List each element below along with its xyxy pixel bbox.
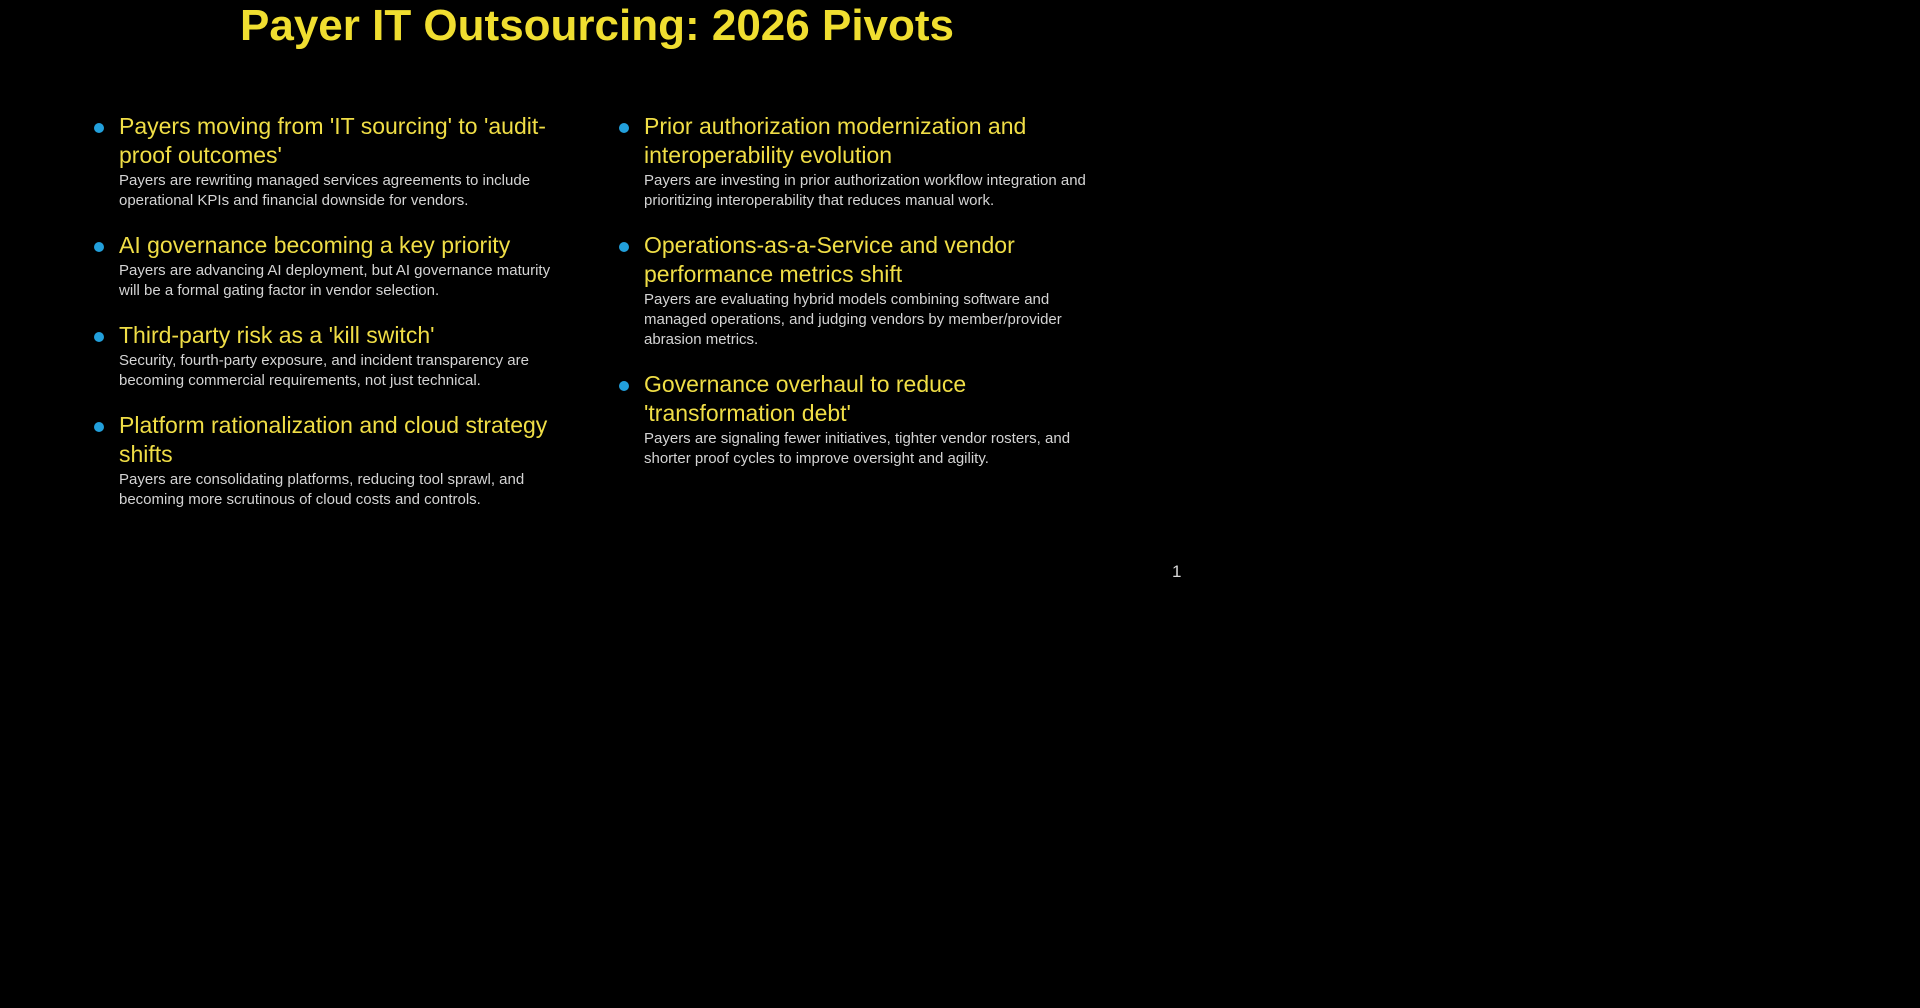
bullet-dot-icon (619, 381, 629, 391)
slide-title: Payer IT Outsourcing: 2026 Pivots (240, 1, 955, 50)
bullet-dot-icon (619, 242, 629, 252)
bullet-dot-icon (94, 422, 104, 432)
bullet-heading: Operations-as-a-Service and vendor performance metrics shift (644, 232, 1015, 287)
bullet-dot-icon (619, 123, 629, 133)
bullet-dot-icon (94, 123, 104, 133)
bullet-heading: Payers moving from 'IT sourcing' to 'audit-proof outcomes' (119, 113, 546, 168)
bullet-item (90, 112, 590, 211)
bullet-item (615, 112, 1115, 211)
bullet-heading: Third-party risk as a 'kill switch' (119, 322, 435, 348)
bullet-description: Security, fourth-party exposure, and incident transparency are becoming commercial requirements, not just technical. (119, 352, 529, 389)
bullet-item (90, 411, 590, 510)
bullet-description: Payers are signaling fewer initiatives, tighter vendor rosters, and shorter proof cycles to improve oversight and agility. (644, 430, 1071, 467)
page-number: 1 (1172, 562, 1182, 581)
bullet-heading: Platform rationalization and cloud strategy shifts (119, 412, 548, 467)
bullet-description: Payers are consolidating platforms, reducing tool sprawl, and becoming more scrutinous of cloud costs and controls. (119, 471, 525, 508)
left-column (90, 112, 590, 530)
bullet-heading: Prior authorization modernization and interoperability evolution (644, 113, 1027, 168)
right-column (615, 112, 1115, 489)
bullet-heading: AI governance becoming a key priority (119, 232, 511, 258)
bullet-item (90, 231, 590, 301)
bullet-dot-icon (94, 242, 104, 252)
bullet-dot-icon (94, 332, 104, 342)
bullet-item (615, 370, 1115, 469)
bullet-description: Payers are evaluating hybrid models combining software and managed operations, and judging vendors by member/provider abrasion metrics. (644, 291, 1062, 348)
bullet-item (90, 321, 590, 391)
bullet-description: Payers are investing in prior authorization workflow integration and prioritizing interoperability that reduces manual work. (644, 172, 1086, 209)
bullet-heading: Governance overhaul to reduce 'transformation debt' (644, 371, 967, 426)
bullet-item (615, 231, 1115, 350)
bullet-description: Payers are advancing AI deployment, but AI governance maturity will be a formal gating factor in vendor selection. (119, 262, 551, 299)
bullet-description: Payers are rewriting managed services agreements to include operational KPIs and financial downside for vendors. (119, 172, 531, 209)
